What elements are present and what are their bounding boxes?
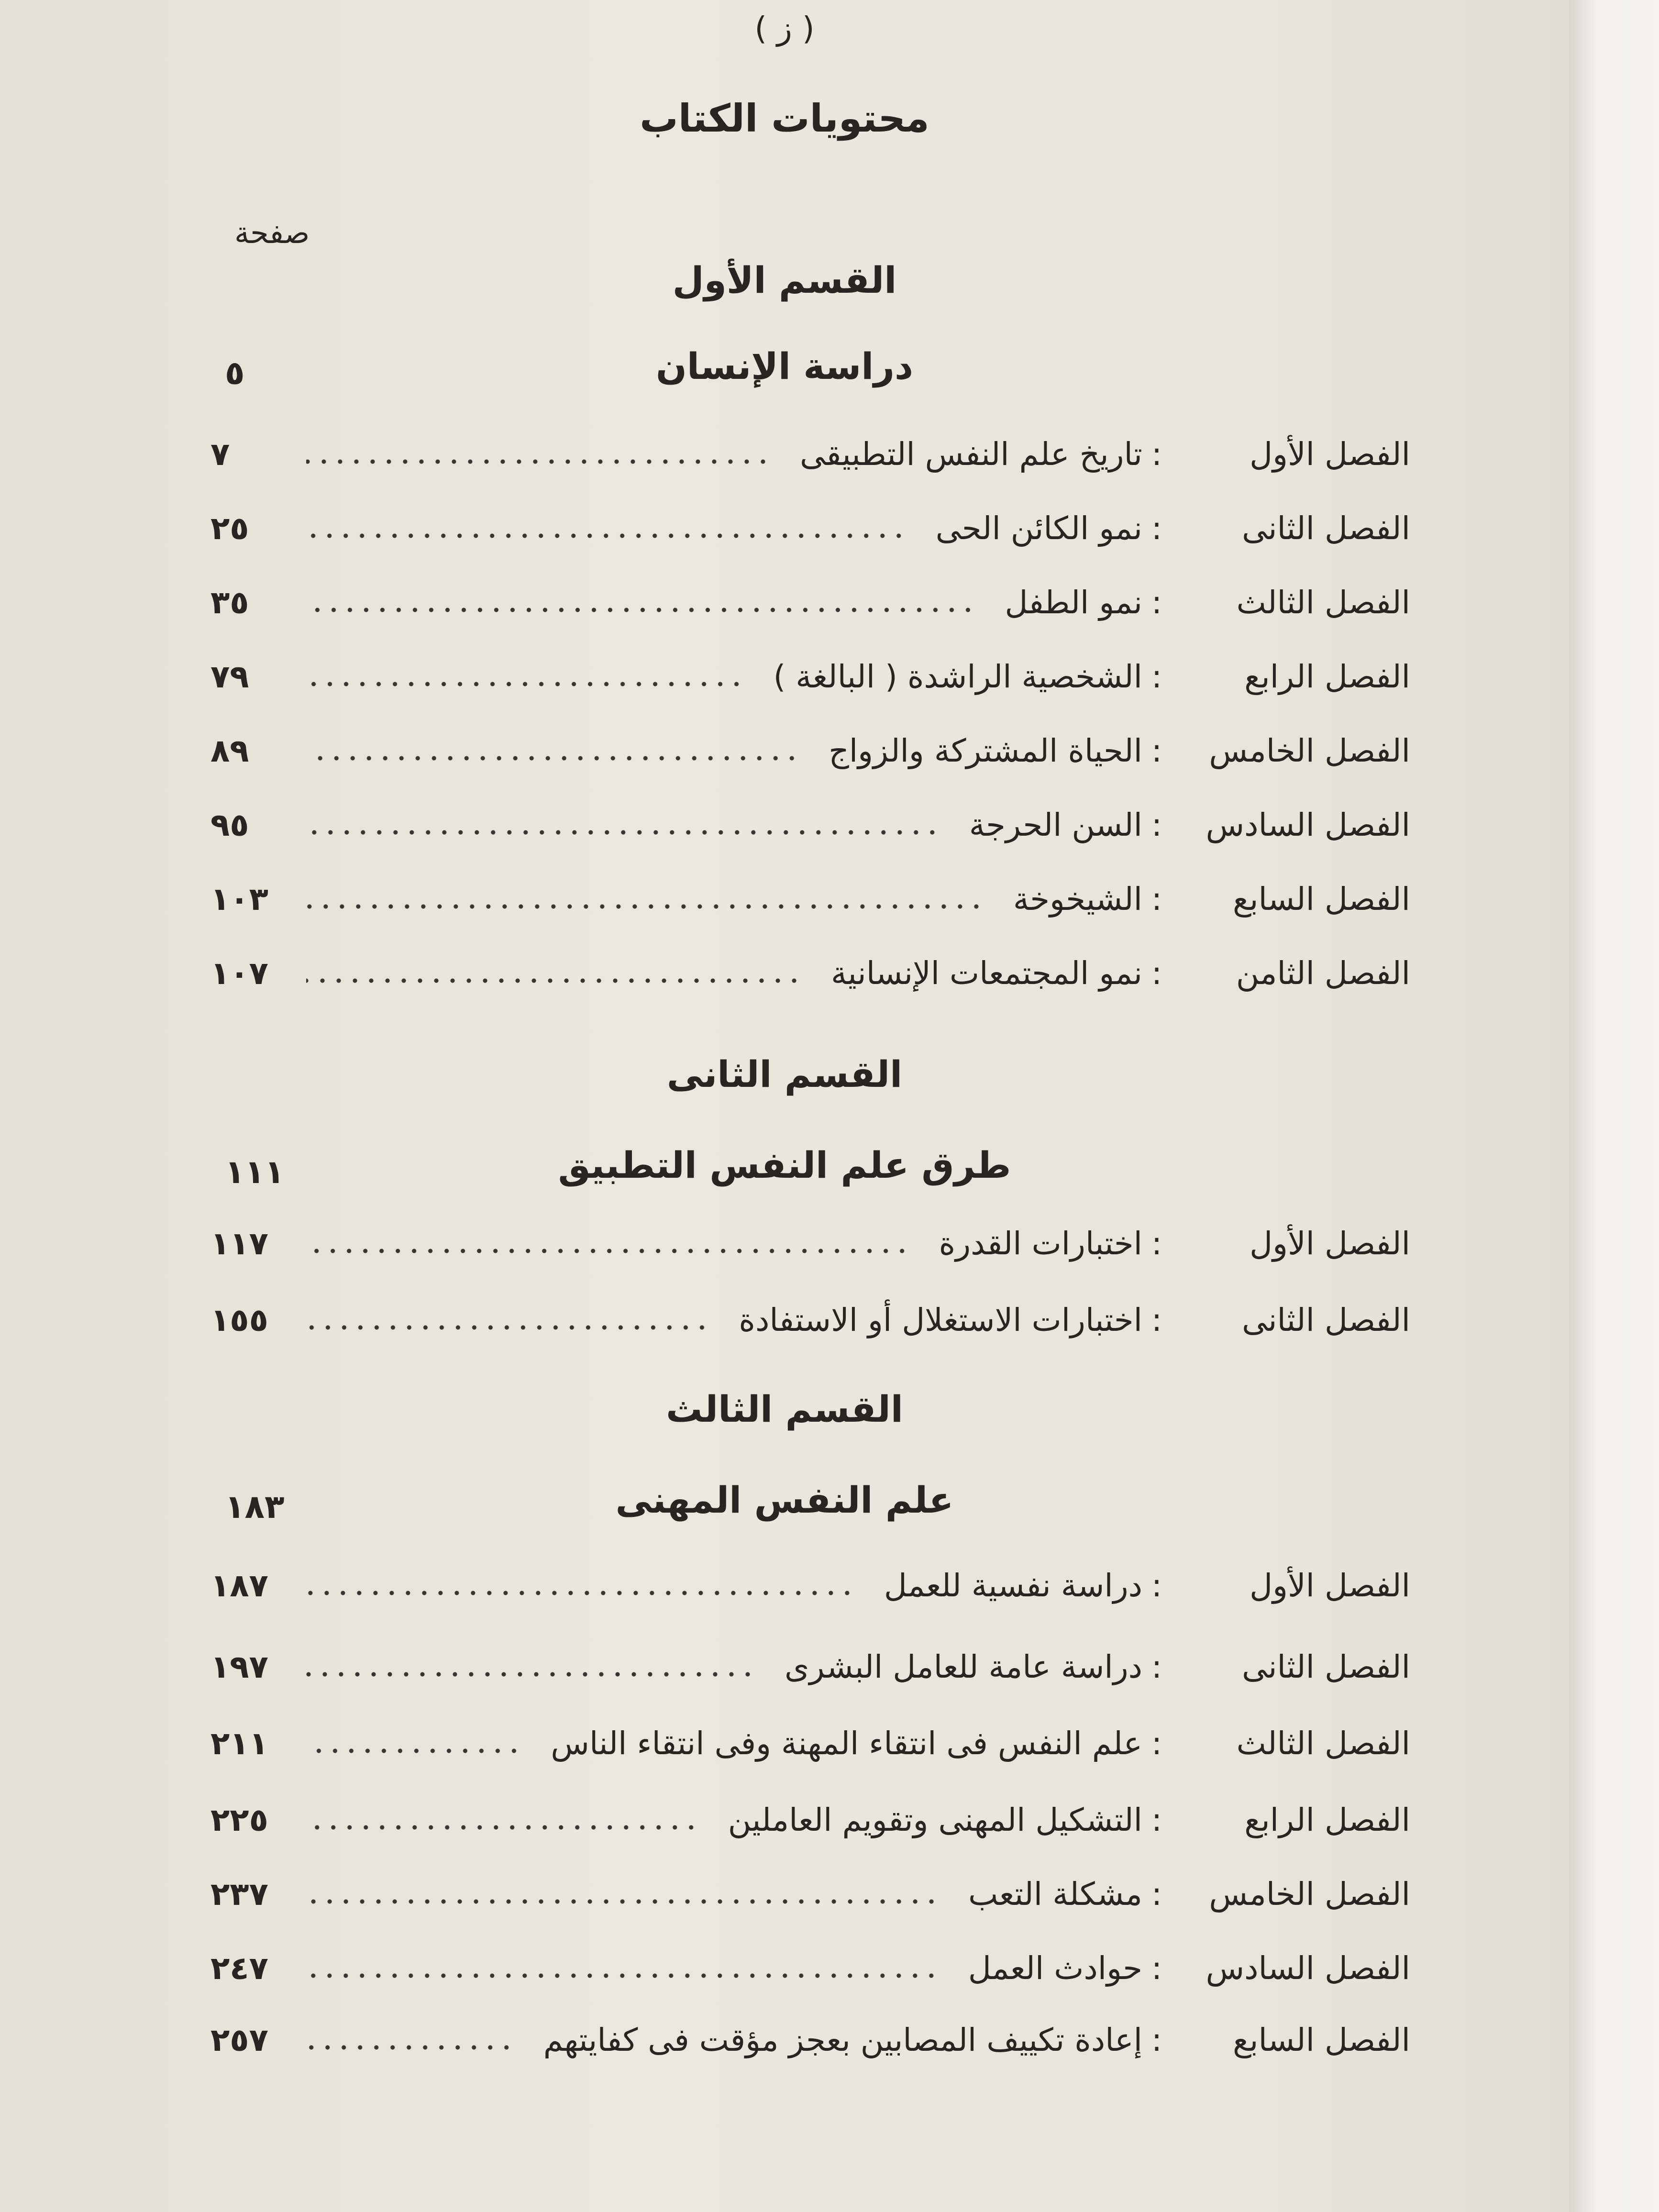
chapter-label: الفصل السابع <box>1233 2022 1410 2059</box>
dot-leader <box>306 1590 855 1596</box>
chapter-title: اختبارات الاستغلال أو الاستفادة <box>739 1302 1142 1339</box>
chapter-title: السن الحرجة <box>969 807 1142 844</box>
toc-entry[interactable] <box>210 505 1410 553</box>
chapter-page-number: ٢٥٧ <box>210 2022 268 2059</box>
chapter-label: الفصل الأول <box>1250 436 1410 473</box>
separator-colon: : <box>1151 510 1162 547</box>
chapter-page-number: ١٩٧ <box>210 1648 268 1686</box>
chapter-page-number: ١٨٧ <box>210 1567 268 1604</box>
separator-colon: : <box>1151 1950 1162 1987</box>
dot-leader <box>306 2044 515 2051</box>
dot-leader <box>306 1898 940 1905</box>
dot-leader <box>306 977 802 984</box>
chapter-title: الشيخوخة <box>1013 881 1142 918</box>
separator-colon: : <box>1151 1802 1162 1839</box>
page-number: ( ز ) <box>754 10 815 47</box>
chapter-title: تاريخ علم النفس التطبيقى <box>799 436 1142 473</box>
chapter-label: الفصل الخامس <box>1209 732 1410 770</box>
toc-entry[interactable] <box>210 1870 1410 1918</box>
toc-entry[interactable] <box>210 653 1410 701</box>
chapter-page-number: ١٠٧ <box>210 955 268 992</box>
separator-colon: : <box>1151 732 1162 770</box>
chapter-page-number: ٨٩ <box>210 732 249 770</box>
chapter-label: الفصل الرابع <box>1244 1802 1410 1839</box>
separator-colon: : <box>1151 1876 1162 1913</box>
toc-entry[interactable] <box>210 801 1410 849</box>
dot-leader <box>306 607 976 613</box>
part-subtitle: دراسة الإنسان <box>655 345 913 387</box>
part-heading: القسم الأول <box>672 259 897 301</box>
toc-entry[interactable] <box>210 875 1410 923</box>
separator-colon: : <box>1151 658 1162 696</box>
part-page-number: ١٨٣ <box>225 1488 285 1526</box>
chapter-title: علم النفس فى انتقاء المهنة وفى انتقاء الناس <box>551 1725 1142 1762</box>
separator-colon: : <box>1151 2022 1162 2059</box>
dot-leader <box>306 1248 910 1254</box>
chapter-label: الفصل الثالث <box>1236 1725 1410 1762</box>
chapter-page-number: ٢١١ <box>210 1725 268 1762</box>
separator-colon: : <box>1151 807 1162 844</box>
page-edge <box>1569 0 1659 2212</box>
toc-entry[interactable] <box>210 579 1410 627</box>
toc-entry[interactable] <box>210 1643 1410 1691</box>
separator-colon: : <box>1151 881 1162 918</box>
toc-entry[interactable] <box>210 1220 1410 1268</box>
chapter-label: الفصل الثامن <box>1236 955 1410 992</box>
chapter-title: إعادة تكييف المصابين بعجز مؤقت فى كفايتهم <box>543 2022 1142 2059</box>
dot-leader <box>306 1671 756 1678</box>
separator-colon: : <box>1151 584 1162 621</box>
dot-leader <box>306 681 745 687</box>
chapter-page-number: ١٠٣ <box>210 881 268 918</box>
chapter-title: التشكيل المهنى وتقويم العاملين <box>728 1802 1142 1839</box>
chapter-label: الفصل السابع <box>1233 881 1410 918</box>
separator-colon: : <box>1151 1225 1162 1262</box>
chapter-page-number: ٣٥ <box>210 584 249 621</box>
separator-colon: : <box>1151 955 1162 992</box>
chapter-title: الشخصية الراشدة ( البالغة ) <box>773 658 1142 696</box>
chapter-label: الفصل السادس <box>1206 807 1410 844</box>
chapter-page-number: ٩٥ <box>210 807 249 844</box>
separator-colon: : <box>1151 1302 1162 1339</box>
part-page-number: ١١١ <box>225 1153 285 1191</box>
part-heading: القسم الثانى <box>666 1053 903 1095</box>
part-page-number: ٥ <box>225 354 245 392</box>
chapter-page-number: ٧٩ <box>210 658 249 696</box>
toc-entry[interactable] <box>210 2016 1410 2064</box>
toc-entry[interactable] <box>210 1796 1410 1844</box>
chapter-label: الفصل الرابع <box>1244 658 1410 696</box>
chapter-title: نمو المجتمعات الإنسانية <box>831 955 1142 992</box>
separator-colon: : <box>1151 1648 1162 1686</box>
part-subtitle: علم النفس المهنى <box>615 1479 954 1521</box>
toc-entry[interactable] <box>210 950 1410 997</box>
dot-leader <box>306 458 771 465</box>
part-subtitle: طرق علم النفس التطبيق <box>558 1144 1011 1186</box>
toc-entry[interactable] <box>210 1720 1410 1768</box>
dot-leader <box>306 1972 940 1979</box>
toc-entry[interactable] <box>210 1562 1410 1610</box>
chapter-title: الحياة المشتركة والزواج <box>829 732 1142 770</box>
toc-entry[interactable] <box>210 1945 1410 1992</box>
dot-leader <box>306 903 984 910</box>
chapter-title: نمو الكائن الحى <box>935 510 1142 547</box>
chapter-title: اختبارات القدرة <box>939 1225 1142 1262</box>
chapter-page-number: ١١٧ <box>210 1225 268 1262</box>
chapter-label: الفصل الثانى <box>1242 1648 1410 1686</box>
part-heading: القسم الثالث <box>666 1388 903 1430</box>
dot-leader <box>306 1747 522 1754</box>
toc-entry[interactable] <box>210 727 1410 775</box>
separator-colon: : <box>1151 436 1162 473</box>
dot-leader <box>306 755 800 762</box>
chapter-label: الفصل الخامس <box>1209 1876 1410 1913</box>
chapter-page-number: ٢٤٧ <box>210 1950 268 1987</box>
dot-leader <box>306 1824 699 1831</box>
toc-entry[interactable] <box>210 431 1410 478</box>
chapter-title: حوادث العمل <box>968 1950 1142 1987</box>
dot-leader <box>306 829 940 836</box>
chapter-label: الفصل السادس <box>1206 1950 1410 1987</box>
chapter-page-number: ١٥٥ <box>210 1302 268 1339</box>
chapter-label: الفصل الأول <box>1250 1225 1410 1262</box>
chapter-label: الفصل الأول <box>1250 1567 1410 1604</box>
toc-entry[interactable] <box>210 1296 1410 1344</box>
page-title: محتويات الكتاب <box>640 96 929 141</box>
chapter-page-number: ٢٥ <box>210 510 249 547</box>
chapter-page-number: ٢٣٧ <box>210 1876 268 1913</box>
chapter-page-number: ٢٢٥ <box>210 1802 268 1839</box>
chapter-label: الفصل الثانى <box>1242 510 1410 547</box>
chapter-title: دراسة نفسية للعمل <box>884 1567 1142 1604</box>
separator-colon: : <box>1151 1725 1162 1762</box>
dot-leader <box>306 532 907 539</box>
separator-colon: : <box>1151 1567 1162 1604</box>
chapter-title: مشكلة التعب <box>968 1876 1142 1913</box>
chapter-label: الفصل الثالث <box>1236 584 1410 621</box>
chapter-page-number: ٧ <box>210 436 230 473</box>
chapter-title: نمو الطفل <box>1005 584 1142 621</box>
chapter-label: الفصل الثانى <box>1242 1302 1410 1339</box>
dot-leader <box>306 1324 710 1331</box>
chapter-title: دراسة عامة للعامل البشرى <box>784 1648 1142 1686</box>
page-column-label: صفحة <box>234 215 310 250</box>
